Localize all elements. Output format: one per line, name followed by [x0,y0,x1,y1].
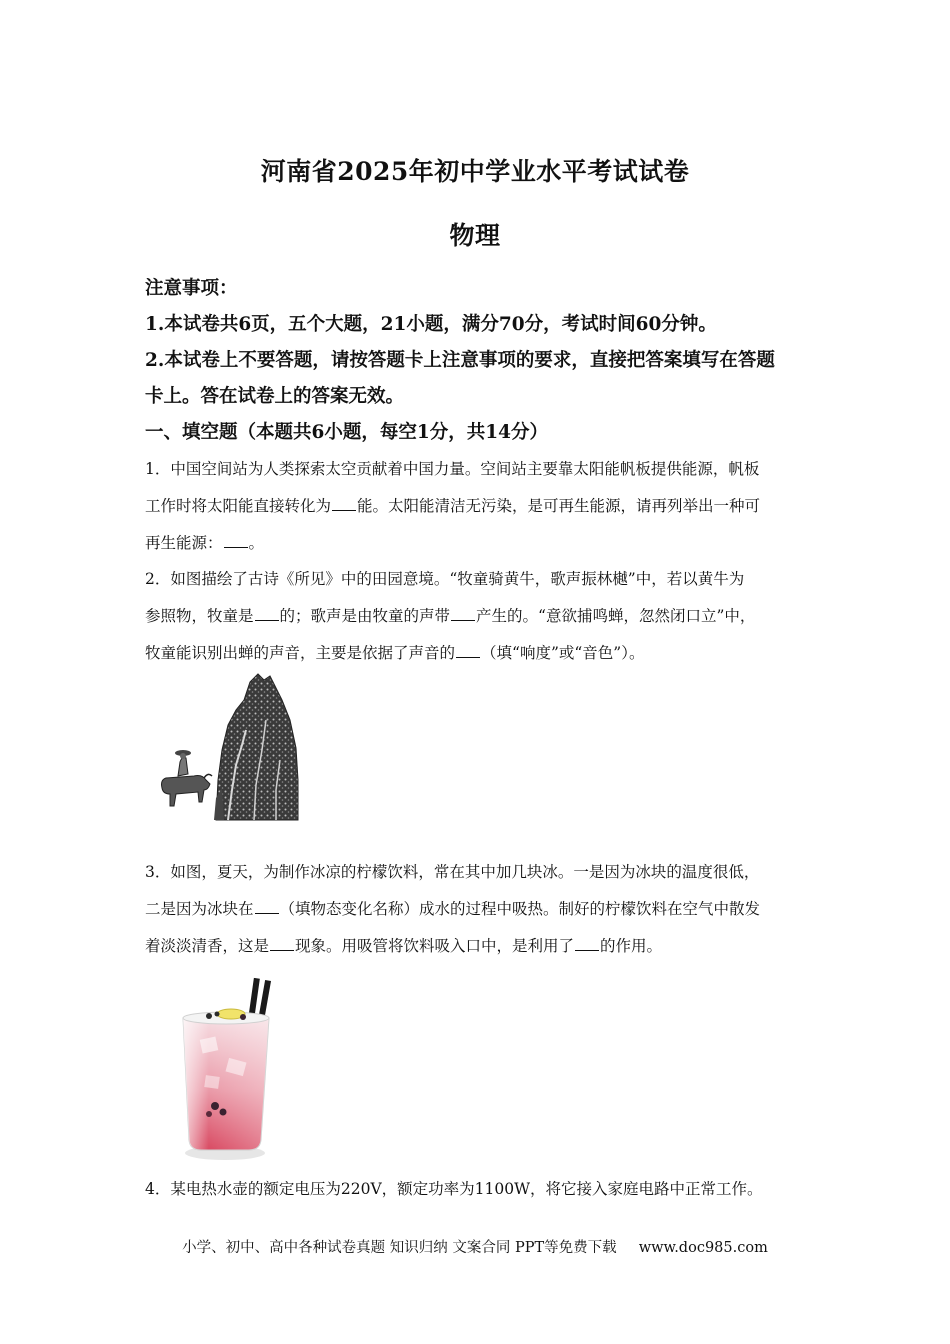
question-1-line-3 [145,531,810,553]
question-3-text: 现象。用吸管将饮料吸入口中，是利用了 [295,937,575,955]
footer-text: 小学、初中、高中各种试卷真题 知识归纳 文案合同 PPT等免费下载 [182,1240,617,1256]
notice-heading: 注意事项： [145,278,238,299]
question-2-text: 产生的。“意欲捕鸣蝉，忽然闭口立”中， [476,607,756,625]
answer-blank [224,533,248,548]
question-2-text: 牧童能识别出蝉的声音，主要是依据了声音的 [145,644,456,662]
question-3-line-1: 3．如图，夏天，为制作冰凉的柠檬饮料，常在其中加几块冰。一是因为冰块的温度很低， [145,863,760,881]
notice-item-1: 1.本试卷共6页，五个大题，21小题，满分70分，考试时间60分钟。 [145,314,717,335]
herd-boy-illustration [158,670,303,825]
question-1-line-2 [145,494,810,516]
question-2-text: 参照物，牧童是 [145,607,254,625]
question-2-text: 的；歌声是由牧童的声带 [279,607,451,625]
exam-title: 河南省2025年初中学业水平考试试卷 [260,157,690,186]
question-3-line-3 [145,934,810,956]
lemon-drink-illustration [165,968,280,1163]
subject-title: 物理 [449,221,501,250]
question-3-text: 的作用。 [600,937,663,955]
question-1-text: 能。太阳能清洁无污染，是可再生能源，请再列举出一种可 [357,497,761,515]
answer-blank [332,496,356,511]
section-1-heading: 一、填空题（本题共6小题，每空1分，共14分） [145,422,548,443]
question-3-text: （填物态变化名称）成水的过程中吸热。制好的柠檬饮料在空气中散发 [279,900,761,918]
question-3-line-2 [145,897,810,919]
question-1-text: 再生能源： [145,534,223,552]
question-2-line-2 [145,604,810,626]
question-2-text: （填“响度”或“音色”）。 [481,644,645,662]
question-1-text: 。 [248,534,265,552]
answer-blank [255,606,279,621]
answer-blank [456,643,480,658]
question-3-text: 二是因为冰块在 [145,900,254,918]
question-2-line-1: 2．如图描绘了古诗《所见》中的田园意境。“牧童骑黄牛，歌声振林樾”中，若以黄牛为 [145,570,745,588]
answer-blank [575,936,599,951]
question-2-line-3 [145,641,810,663]
answer-blank [255,899,279,914]
question-1-line-1: 1．中国空间站为人类探索太空贡献着中国力量。空间站主要靠太阳能帆板提供能源，帆板 [145,460,760,478]
question-3-text: 着淡淡清香，这是 [145,937,270,955]
answer-blank [270,936,294,951]
notice-item-2-line-1: 2.本试卷上不要答题，请按答题卡上注意事项的要求，直接把答案填写在答题 [145,350,775,371]
notice-item-2-line-2: 卡上。答在试卷上的答案无效。 [145,386,405,407]
answer-blank [451,606,475,621]
question-4-line-1: 4．某电热水壶的额定电压为220V，额定功率为1100W，将它接入家庭电路中正常工作。 [145,1180,763,1198]
footer-website-link[interactable]: www.doc985.com [638,1240,768,1256]
question-1-text: 工作时将太阳能直接转化为 [145,497,332,515]
page-footer [0,1236,950,1257]
